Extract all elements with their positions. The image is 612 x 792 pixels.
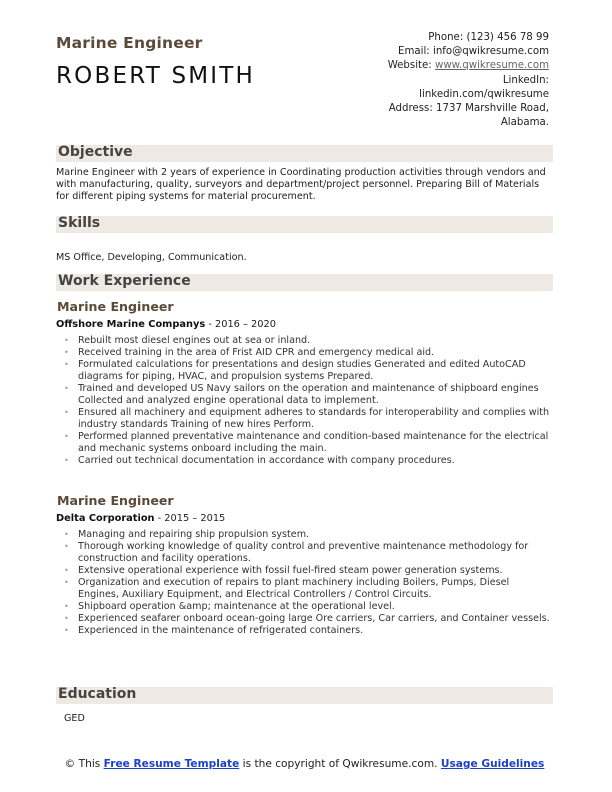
job-bullets (56, 335, 553, 467)
address-line1: 1737 Marshville Road, (436, 103, 549, 115)
section-work-experience-header (56, 274, 553, 291)
footer-prefix: © This (64, 758, 104, 770)
section-objective-header (56, 145, 553, 162)
contact-phone (329, 31, 549, 45)
list-item: • Extensive operational experience with fossil fuel-fired steam power generation systems. (78, 565, 553, 577)
list-item: • Experienced seafarer onboard ocean-going large Ore carriers, Car carriers, and Container vessels. (78, 613, 553, 625)
website-label: Website: (387, 60, 432, 72)
website-link[interactable]: www.qwikresume.com (434, 60, 549, 72)
usage-guidelines-link[interactable]: Usage Guidelines (440, 758, 545, 770)
section-skills-header (56, 216, 553, 233)
job-dates: - 2015 – 2015 (154, 513, 226, 524)
job-title: Marine Engineer (57, 493, 174, 508)
contact-email (329, 45, 549, 59)
contact-block (329, 31, 549, 130)
list-item: • Thorough working knowledge of quality control and preventive maintenance methodology for construction and facility operations. (78, 541, 553, 565)
contact-website (329, 59, 549, 73)
job-dates: - 2016 – 2020 (205, 319, 276, 330)
job-title: Marine Engineer (57, 299, 174, 314)
contact-address-line2: Alabama. (500, 117, 549, 129)
job-company-line (56, 319, 276, 330)
section-heading: Objective (58, 144, 133, 160)
job-company-line (56, 513, 225, 524)
list-item: • Trained and developed US Navy sailors on the operation and maintenance of shipboard engines Collected and analyzed engine operational data to implement. (78, 383, 553, 407)
job-company: Delta Corporation (56, 513, 155, 524)
phone-value: (123) 456 78 99 (466, 32, 549, 43)
list-item: • Rebuilt most diesel engines out at sea or inland. (78, 335, 553, 347)
email-value: info@qwikresume.com (432, 46, 549, 58)
skills-text: MS Office, Developing, Communication. (56, 252, 247, 263)
email-label: Email: (398, 46, 430, 58)
list-item: • Received training in the area of Frist AID CPR and emergency medical aid. (78, 347, 553, 359)
free-resume-template-link[interactable]: Free Resume Template (103, 758, 240, 770)
address-label: Address: (388, 103, 433, 115)
candidate-name: ROBERT SMITH (56, 63, 256, 89)
section-education-header (56, 687, 553, 704)
list-item: • Formulated calculations for presentations and design studies Generated and edited AutoCAD diagrams for piping, HVAC, and propulsion systems Prepared. (78, 359, 553, 383)
phone-label: Phone: (428, 32, 464, 43)
footer-middle: is the copyright of Qwikresume.com. (239, 758, 441, 770)
contact-address (329, 102, 549, 116)
role-title: Marine Engineer (56, 34, 203, 52)
section-heading: Skills (58, 215, 101, 231)
list-item: • Ensured all machinery and equipment adheres to standards for interoperability and complies with industry standards Training of new hires Perform. (78, 407, 553, 431)
objective-text: Marine Engineer with 2 years of experience in Coordinating production activities through vendors and with manufacturing, quality, surveyors and department/project personnel. Preparing Bill of Materials for different piping systems for material procurement. (56, 167, 546, 202)
list-item: • Carried out technical documentation in accordance with company procedures. (78, 455, 553, 467)
section-heading: Education (58, 686, 137, 702)
list-item: • Performed planned preventative maintenance and condition-based maintenance for the electrical and mechanic systems onboard including the main. (78, 431, 553, 455)
list-item: • Shipboard operation &amp; maintenance at the operational level. (78, 601, 553, 613)
job-bullets (56, 529, 553, 637)
list-item: • Organization and execution of repairs to plant machinery including Boilers, Pumps, Diesel Engines, Auxiliary Equipment, and Electrical Controllers / Control Circuits. (78, 577, 553, 601)
list-item: • Managing and repairing ship propulsion system. (78, 529, 553, 541)
contact-linkedin: linkedin.com/qwikresume (419, 88, 549, 100)
contact-linkedin-label: LinkedIn: (502, 74, 549, 86)
footer-copyright (56, 758, 553, 771)
job-company: Offshore Marine Companys (56, 319, 206, 330)
list-item: • Experienced in the maintenance of refrigerated containers. (78, 625, 553, 637)
section-heading: Work Experience (58, 273, 191, 289)
education-text: GED (64, 713, 85, 724)
